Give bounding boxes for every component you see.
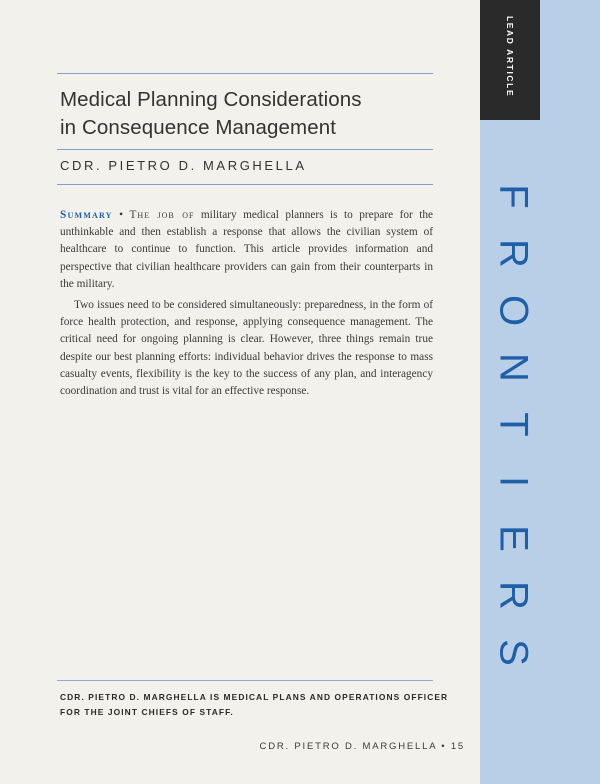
- magazine-letter: F: [491, 184, 536, 209]
- body-paragraph: Two issues need to be considered simultaneously: preparedness, in the form of force health protection, and response, applying consequence management. The critical need for ongoing planning is clear. However, three things remain true despite our best planning efforts: individual behavior drives the response to mass casualty events, flexibility is the key to the success of any plan, and interagency coordination and trust is vital for an effective response.: [60, 299, 433, 398]
- magazine-letter: O: [491, 294, 536, 327]
- summary-bullet: •: [112, 209, 130, 221]
- author-rule: [57, 184, 433, 185]
- title-rule-top: [57, 73, 433, 74]
- bio-line: CDR. PIETRO D. MARGHELLA IS MEDICAL PLANS AND OPERATIONS OFFICER: [60, 692, 449, 702]
- section-label: LEAD ARTICLE: [505, 16, 515, 98]
- title-line: Medical Planning Considerations: [60, 88, 362, 111]
- article-title: [60, 86, 440, 142]
- article-author: CDR. PIETRO D. MARGHELLA: [60, 158, 307, 173]
- summary-paragraph: [60, 207, 433, 293]
- magazine-letter: I: [491, 475, 536, 488]
- article-body: [60, 207, 433, 400]
- summary-lead-in: The job of: [129, 209, 195, 221]
- magazine-letter: R: [491, 239, 536, 268]
- title-line: in Consequence Management: [60, 116, 337, 139]
- author-bio: [60, 690, 460, 720]
- magazine-name: [485, 168, 535, 681]
- magazine-letter: R: [491, 581, 536, 610]
- summary-text: military medical planners is to prepare for the unthinkable and then establish a response that allows the civilian system of healthcare to continue to function. This article provides information and perspective that civilian healthcare providers can gain from their counterparts in the military.: [60, 209, 434, 290]
- bio-line: FOR THE JOINT CHIEFS OF STAFF.: [60, 707, 234, 717]
- magazine-letter: E: [491, 525, 536, 552]
- summary-label: Summary: [60, 209, 113, 221]
- page-footer: CDR. PIETRO D. MARGHELLA • 15: [259, 741, 465, 752]
- magazine-letter: T: [491, 412, 536, 437]
- magazine-letter: N: [491, 353, 536, 382]
- magazine-letter: S: [491, 639, 536, 666]
- title-rule-bottom: [57, 149, 433, 150]
- bio-rule: [57, 680, 433, 681]
- section-tab-spacer: [540, 0, 600, 120]
